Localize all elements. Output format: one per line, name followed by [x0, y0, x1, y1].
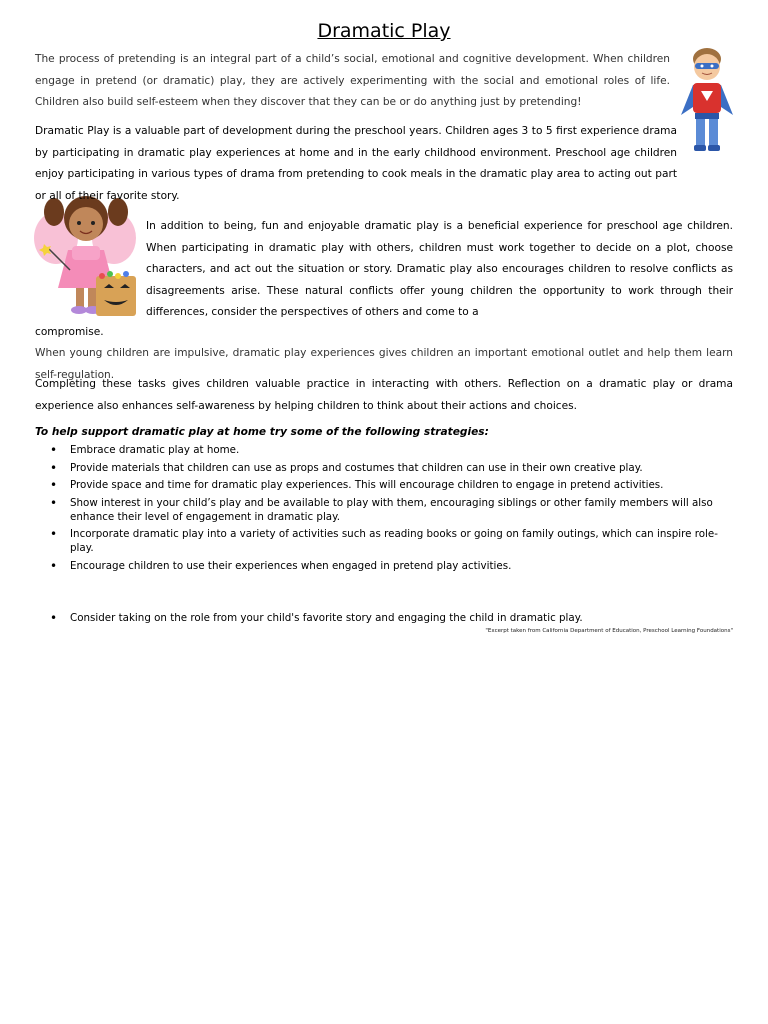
list-item: • Encourage children to use their experiences when engaged in pretend play activities. — [50, 559, 730, 573]
page-title: Dramatic Play — [317, 20, 451, 42]
benefits-paragraph: In addition to being, fun and enjoyable dramatic play is a beneficial experience for preschool age children. When participating in dramatic play with others, children must work together to decide on a plot, choose characters, and act out the situation or story. Dramatic play also encourages children to resolve conflicts as disagreements arise. These natural conflicts offer young children the opportunity to work through their differences, consider the perspectives of others and come to a — [146, 220, 733, 318]
intro-paragraph: The process of pretending is an integral part of a child’s social, emotional and cognitive development. When children engage in pretend (or dramatic) play, they are actively experimenting with the social and emotional roles of life. Children also build self-esteem when they discover that they can be or do anything just by pretending! — [35, 53, 670, 108]
list-item: • Consider taking on the role from your child's favorite story and engaging the child in dramatic play. — [50, 611, 730, 625]
fairy-girl-image — [32, 190, 140, 318]
list-item: • Provide space and time for dramatic play experiences. This will encourage children to engage in pretend activities. — [50, 478, 730, 492]
list-item: • Embrace dramatic play at home. — [50, 443, 730, 457]
source-footnote: "Excerpt taken from California Department of Education, Preschool Learning Foundations" — [485, 628, 733, 634]
superhero-boy-image — [677, 45, 737, 155]
strategies-list-extra — [50, 611, 730, 629]
strategies-heading: To help support dramatic play at home try some of the following strategies: — [35, 426, 489, 438]
list-item: • Incorporate dramatic play into a variety of activities such as reading books or going on family outings, which can inspire role-play. — [50, 527, 730, 555]
benefits-paragraph-end: compromise. — [35, 326, 104, 338]
self-regulation-paragraph: When young children are impulsive, dramatic play experiences gives children an important emotional outlet and help them learn self-regulation. — [35, 347, 733, 381]
list-item: • Show interest in your child’s play and be available to play with them, encouraging siblings or other family members will also enhance their level of engagement in dramatic play. — [50, 496, 730, 524]
practice-paragraph: Completing these tasks gives children valuable practice in interacting with others. Reflection on a dramatic play or drama experience also enhances self-awareness by helping children to think about their actions and choices. — [35, 378, 733, 412]
list-item: • Provide materials that children can use as props and costumes that children can use in their own creative play. — [50, 461, 730, 475]
development-paragraph: Dramatic Play is a valuable part of development during the preschool years. Children ages 3 to 5 first experience drama by participating in dramatic play experiences at home and in the early childhood environment. Preschool age children enjoy participating in various types of drama from pretending to cook meals in the dramatic play area to acting out part or all of their favorite story. — [35, 125, 677, 202]
strategies-list — [50, 443, 730, 576]
